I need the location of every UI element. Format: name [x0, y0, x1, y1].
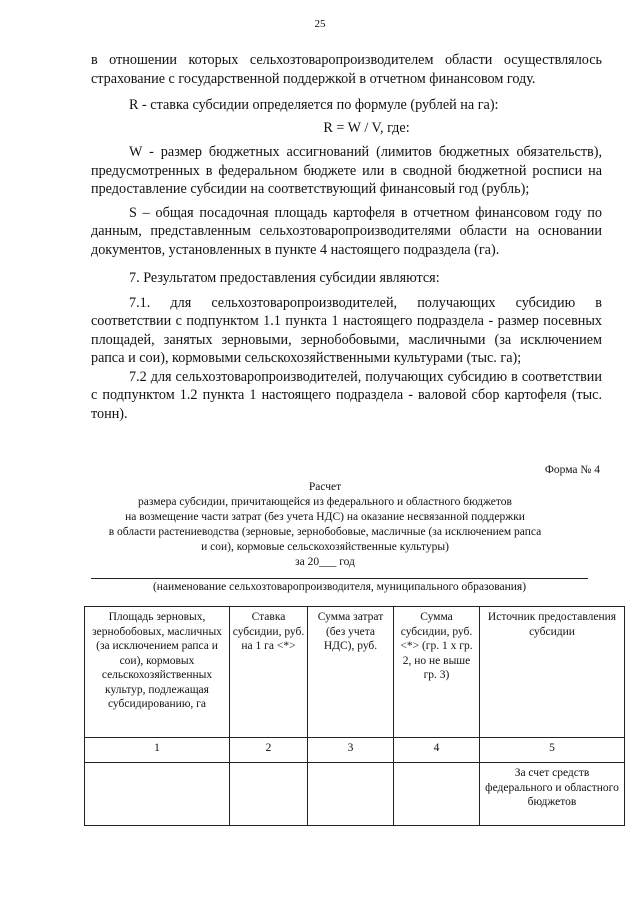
- table-number-row: [85, 738, 625, 763]
- paragraph-s-def: S – общая посадочная площадь картофеля в отчетном финансовом году по данным, представленным сельхозтоваропроизводителями области на основании документов, установленных в пункте 4 настоящего подраздела (га).: [91, 204, 602, 258]
- form-line: на возмещение части затрат (без учета НДС) на оказание несвязанной поддержки: [125, 511, 525, 523]
- header-cell-source: Источник предоставления субсидии: [480, 607, 625, 738]
- paragraph-result-7-1: 7.1. для сельхозтоваропроизводителей, получающих субсидию в соответствии с подпунктом 1.1 пункта 1 настоящего подраздела - размер посевных площадей, занятых зерновыми, зернобобовыми, масличными (за исключением рапса и сои), кормовыми сельскохозяйственными культурами (тыс. га);: [91, 294, 602, 366]
- table-row: [85, 763, 625, 826]
- org-name-line: [91, 578, 588, 579]
- table-cell: [394, 763, 480, 826]
- table-cell-source: За счет средств федерального и областного бюджетов: [480, 763, 625, 826]
- column-number: 1: [85, 738, 230, 763]
- form-line: в области растениеводства (зерновые, зернобобовые, масличные (за исключением рапса: [108, 526, 542, 538]
- form-header: [100, 480, 550, 570]
- header-cell-rate: Ставка субсидии, руб. на 1 га <*>: [230, 607, 308, 738]
- form-title: Расчет: [308, 481, 342, 493]
- table-cell: [85, 763, 230, 826]
- page-number: 25: [314, 18, 326, 30]
- column-number: 2: [230, 738, 308, 763]
- subsidy-calculation-table: [84, 606, 625, 826]
- paragraph-insurance: в отношении которых сельхозтоваропроизводителем области осуществлялось страхование с государственной поддержкой в отчетном финансовом году.: [91, 52, 602, 87]
- column-number: 4: [394, 738, 480, 763]
- paragraph-w-def: W - размер бюджетных ассигнований (лимитов бюджетных обязательств), предусмотренных в федеральном бюджете или в сводной бюджетной росписи на предоставление субсидии на соответствующий финансовый год (рубль);: [91, 144, 602, 197]
- header-cell-area: Площадь зерновых, зернобобовых, масличных (за исключением рапса и сои), кормовых сельскохозяйственных культур, подлежащая субсидированию, га: [85, 607, 230, 738]
- paragraph-result-heading: 7. Результатом предоставления субсидии являются:: [129, 270, 440, 286]
- form-year-line: за 20___ год: [295, 556, 355, 568]
- column-number: 5: [480, 738, 625, 763]
- table-cell: [308, 763, 394, 826]
- formula: R = W / V, где:: [323, 119, 410, 136]
- paragraph-result-7-2: 7.2 для сельхозтоваропроизводителей, получающих субсидию в соответствии с подпунктом 1.2 пункта 1 настоящего подраздела - валовой сбор картофеля (тыс. тонн).: [91, 368, 602, 422]
- form-line: и сои), кормовые сельскохозяйственные культуры): [201, 541, 449, 553]
- form-line: размера субсидии, причитающейся из федерального и областного бюджетов: [138, 496, 512, 508]
- header-cell-subsidy-sum: Сумма субсидии, руб. <*> (гр. 1 x гр. 2, но не выше гр. 3): [394, 607, 480, 738]
- header-cell-costs: Сумма затрат (без учета НДС), руб.: [308, 607, 394, 738]
- form-number: Форма № 4: [544, 464, 600, 476]
- table-cell: [230, 763, 308, 826]
- paragraph-rate-def: R - ставка субсидии определяется по формуле (рублей на га):: [129, 97, 499, 113]
- table-header-row: [85, 607, 625, 738]
- org-name-caption: (наименование сельхозтоваропроизводителя, муниципального образования): [152, 581, 527, 593]
- column-number: 3: [308, 738, 394, 763]
- document-body: [91, 51, 602, 423]
